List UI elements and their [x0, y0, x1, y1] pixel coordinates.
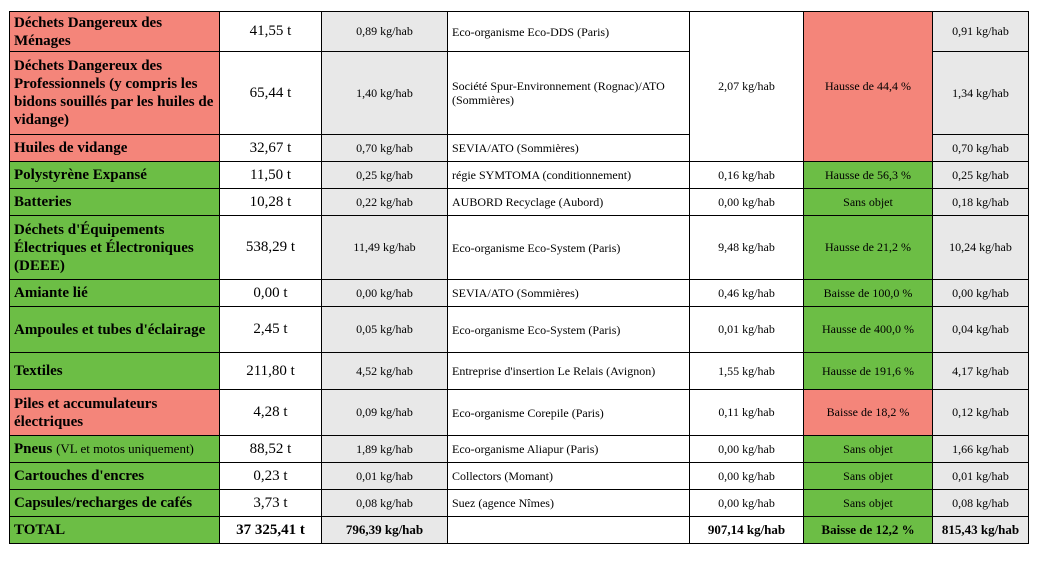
- waste-type: Textiles: [10, 353, 220, 390]
- operator: régie SYMTOMA (conditionnement): [448, 162, 690, 189]
- waste-type: Huiles de vidange: [10, 135, 220, 162]
- table-row: [10, 162, 1029, 189]
- last-ratio: 0,04 kg/hab: [933, 307, 1029, 353]
- ratio-per-inhabitant: 0,01 kg/hab: [322, 463, 448, 490]
- trend-badge: Baisse de 18,2 %: [804, 390, 933, 436]
- operator: Eco-organisme Eco-DDS (Paris): [448, 12, 690, 52]
- tonnage: 11,50 t: [220, 162, 322, 189]
- total-label: TOTAL: [10, 517, 220, 544]
- previous-ratio: 0,00 kg/hab: [690, 463, 804, 490]
- last-ratio: 10,24 kg/hab: [933, 216, 1029, 280]
- ratio-per-inhabitant: 1,89 kg/hab: [322, 436, 448, 463]
- last-ratio: 4,17 kg/hab: [933, 353, 1029, 390]
- waste-type: Déchets Dangereux des Professionnels (y compris les bidons souillés par les huiles de vidange): [10, 52, 220, 135]
- operator: Société Spur-Environnement (Rognac)/ATO (Sommières): [448, 52, 690, 135]
- tonnage: 211,80 t: [220, 353, 322, 390]
- previous-ratio: 2,07 kg/hab: [690, 12, 804, 162]
- ratio-per-inhabitant: 0,70 kg/hab: [322, 135, 448, 162]
- last-ratio: 0,25 kg/hab: [933, 162, 1029, 189]
- operator: Suez (agence Nîmes): [448, 490, 690, 517]
- waste-type: Capsules/recharges de cafés: [10, 490, 220, 517]
- previous-ratio: 0,16 kg/hab: [690, 162, 804, 189]
- trend-badge: Sans objet: [804, 490, 933, 517]
- tonnage: 0,23 t: [220, 463, 322, 490]
- previous-ratio: 0,00 kg/hab: [690, 436, 804, 463]
- waste-table: [9, 11, 1029, 544]
- operator: SEVIA/ATO (Sommières): [448, 280, 690, 307]
- trend-badge: Sans objet: [804, 436, 933, 463]
- operator: AUBORD Recyclage (Aubord): [448, 189, 690, 216]
- waste-type-note: (VL et motos uniquement): [56, 441, 194, 456]
- last-ratio: 0,01 kg/hab: [933, 463, 1029, 490]
- waste-type: Piles et accumulateurs électriques: [10, 390, 220, 436]
- table-row: [10, 12, 1029, 52]
- last-ratio: 1,66 kg/hab: [933, 436, 1029, 463]
- ratio-per-inhabitant: 0,25 kg/hab: [322, 162, 448, 189]
- tonnage: 65,44 t: [220, 52, 322, 135]
- last-ratio: 0,18 kg/hab: [933, 189, 1029, 216]
- total-operator: [448, 517, 690, 544]
- operator: Eco-organisme Eco-System (Paris): [448, 216, 690, 280]
- previous-ratio: 0,46 kg/hab: [690, 280, 804, 307]
- last-ratio: 1,34 kg/hab: [933, 52, 1029, 135]
- ratio-per-inhabitant: 0,05 kg/hab: [322, 307, 448, 353]
- last-ratio: 0,91 kg/hab: [933, 12, 1029, 52]
- waste-type: Polystyrène Expansé: [10, 162, 220, 189]
- total-last-ratio: 815,43 kg/hab: [933, 517, 1029, 544]
- operator: Eco-organisme Aliapur (Paris): [448, 436, 690, 463]
- table-row: [10, 490, 1029, 517]
- last-ratio: 0,12 kg/hab: [933, 390, 1029, 436]
- tonnage: 41,55 t: [220, 12, 322, 52]
- previous-ratio: 0,00 kg/hab: [690, 490, 804, 517]
- table-row: [10, 189, 1029, 216]
- tonnage: 88,52 t: [220, 436, 322, 463]
- last-ratio: 0,08 kg/hab: [933, 490, 1029, 517]
- waste-type-label: Pneus: [14, 441, 53, 457]
- waste-type: Déchets d'Équipements Électriques et Électroniques (DEEE): [10, 216, 220, 280]
- table-row: [10, 353, 1029, 390]
- trend-badge: Sans objet: [804, 463, 933, 490]
- waste-type: Cartouches d'encres: [10, 463, 220, 490]
- previous-ratio: 0,01 kg/hab: [690, 307, 804, 353]
- previous-ratio: 9,48 kg/hab: [690, 216, 804, 280]
- total-trend-badge: Baisse de 12,2 %: [804, 517, 933, 544]
- ratio-per-inhabitant: 0,08 kg/hab: [322, 490, 448, 517]
- last-ratio: 0,70 kg/hab: [933, 135, 1029, 162]
- total-ratio: 796,39 kg/hab: [322, 517, 448, 544]
- total-row: [10, 517, 1029, 544]
- ratio-per-inhabitant: 0,00 kg/hab: [322, 280, 448, 307]
- ratio-per-inhabitant: 0,09 kg/hab: [322, 390, 448, 436]
- ratio-per-inhabitant: 4,52 kg/hab: [322, 353, 448, 390]
- ratio-per-inhabitant: 0,22 kg/hab: [322, 189, 448, 216]
- previous-ratio: 0,00 kg/hab: [690, 189, 804, 216]
- tonnage: 10,28 t: [220, 189, 322, 216]
- table-row: [10, 436, 1029, 463]
- operator: Eco-organisme Eco-System (Paris): [448, 307, 690, 353]
- trend-badge: Baisse de 100,0 %: [804, 280, 933, 307]
- previous-ratio: 1,55 kg/hab: [690, 353, 804, 390]
- tonnage: 4,28 t: [220, 390, 322, 436]
- trend-badge: Hausse de 21,2 %: [804, 216, 933, 280]
- tonnage: 32,67 t: [220, 135, 322, 162]
- ratio-per-inhabitant: 0,89 kg/hab: [322, 12, 448, 52]
- tonnage: 0,00 t: [220, 280, 322, 307]
- trend-badge: Hausse de 56,3 %: [804, 162, 933, 189]
- waste-type: [10, 436, 220, 463]
- tonnage: 3,73 t: [220, 490, 322, 517]
- waste-type: Batteries: [10, 189, 220, 216]
- total-tonnage: 37 325,41 t: [220, 517, 322, 544]
- previous-ratio: 0,11 kg/hab: [690, 390, 804, 436]
- table-row: [10, 307, 1029, 353]
- tonnage: 538,29 t: [220, 216, 322, 280]
- waste-type: Déchets Dangereux des Ménages: [10, 12, 220, 52]
- trend-badge: Hausse de 191,6 %: [804, 353, 933, 390]
- waste-type: Ampoules et tubes d'éclairage: [10, 307, 220, 353]
- total-previous-ratio: 907,14 kg/hab: [690, 517, 804, 544]
- operator: Entreprise d'insertion Le Relais (Avignon): [448, 353, 690, 390]
- waste-type: Amiante lié: [10, 280, 220, 307]
- tonnage: 2,45 t: [220, 307, 322, 353]
- ratio-per-inhabitant: 1,40 kg/hab: [322, 52, 448, 135]
- operator: Eco-organisme Corepile (Paris): [448, 390, 690, 436]
- table-row: [10, 463, 1029, 490]
- operator: Collectors (Momant): [448, 463, 690, 490]
- trend-badge: Hausse de 400,0 %: [804, 307, 933, 353]
- table-row: [10, 280, 1029, 307]
- trend-badge: Sans objet: [804, 189, 933, 216]
- ratio-per-inhabitant: 11,49 kg/hab: [322, 216, 448, 280]
- operator: SEVIA/ATO (Sommières): [448, 135, 690, 162]
- trend-badge: Hausse de 44,4 %: [804, 12, 933, 162]
- table-row: [10, 390, 1029, 436]
- last-ratio: 0,00 kg/hab: [933, 280, 1029, 307]
- table-row: [10, 216, 1029, 280]
